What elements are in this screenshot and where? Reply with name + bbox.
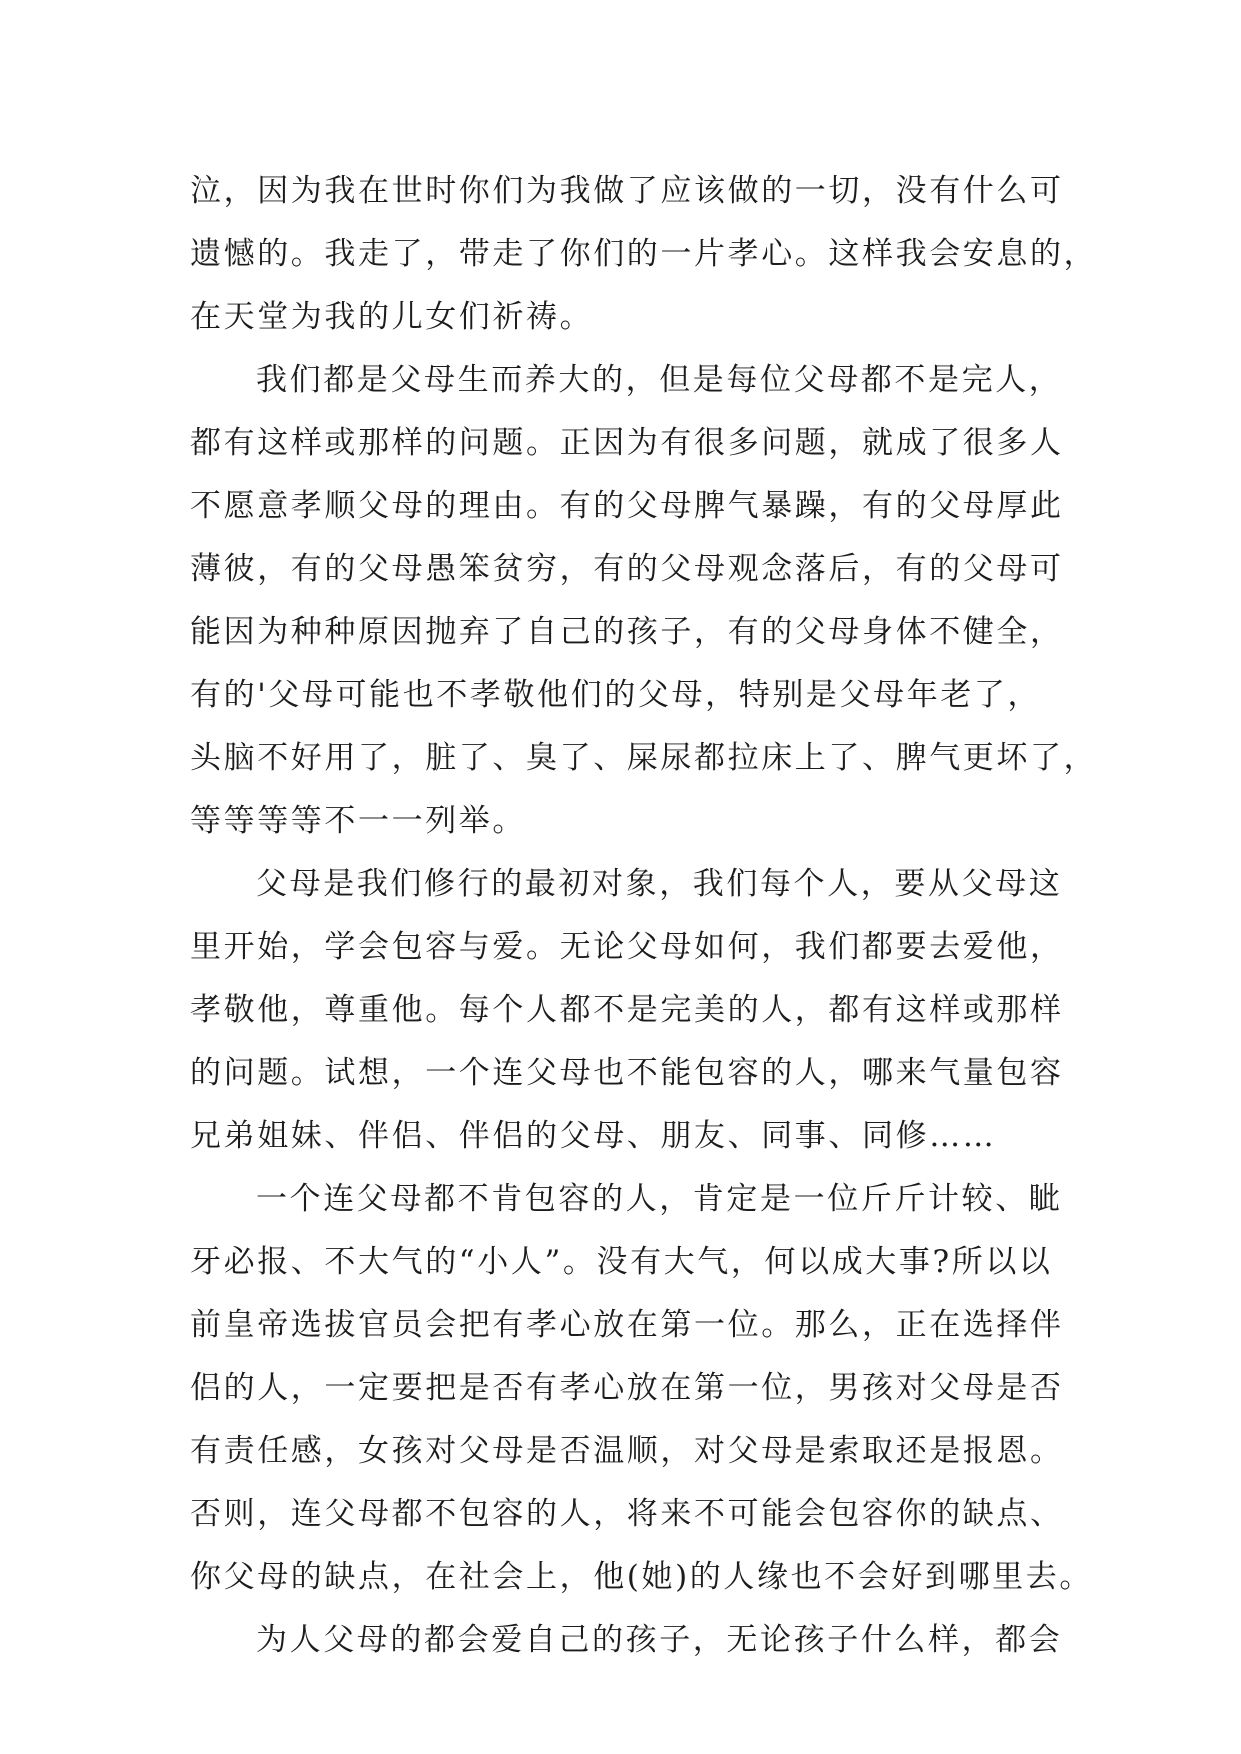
text-line: 能因为种种原因抛弃了自己的孩子，有的父母身体不健全， xyxy=(190,614,1064,650)
text-line: 侣的人，一定要把是否有孝心放在第一位，男孩对父母是否 xyxy=(190,1370,1064,1406)
text-line: 都有这样或那样的问题。正因为有很多问题，就成了很多人 xyxy=(190,425,1064,461)
text-line: 在天堂为我的儿女们祈祷。 xyxy=(190,299,594,335)
text-line: 牙必报、不大气的“小人”。没有大气，何以成大事?所以以 xyxy=(190,1244,1053,1280)
body-text xyxy=(190,160,1098,1672)
text-line: 前皇帝选拔官员会把有孝心放在第一位。那么，正在选择伴 xyxy=(190,1307,1064,1343)
paragraph xyxy=(190,160,1098,349)
text-line: 泣，因为我在世时你们为我做了应该做的一切，没有什么可 xyxy=(190,173,1064,209)
text-line: 有责任感，女孩对父母是否温顺，对父母是索取还是报恩。 xyxy=(190,1433,1064,1469)
text-line: 我们都是父母生而养大的，但是每位父母都不是完人， xyxy=(256,362,1063,398)
text-line: 遗憾的。我走了，带走了你们的一片孝心。这样我会安息的， xyxy=(190,236,1098,272)
text-line: 里开始，学会包容与爱。无论父母如何，我们都要去爱他， xyxy=(190,929,1064,965)
text-line: 头脑不好用了，脏了、臭了、屎尿都拉床上了、脾气更坏了， xyxy=(190,740,1098,776)
text-line: 你父母的缺点，在社会上，他(她)的人缘也不会好到哪里去。 xyxy=(190,1559,1093,1595)
text-line: 薄彼，有的父母愚笨贫穷，有的父母观念落后，有的父母可 xyxy=(190,551,1064,587)
text-line: 否则，连父母都不包容的人，将来不可能会包容你的缺点、 xyxy=(190,1496,1064,1532)
text-line: 有的'父母可能也不孝敬他们的父母，特别是父母年老了， xyxy=(190,677,1042,713)
text-line: 不愿意孝顺父母的理由。有的父母脾气暴躁，有的父母厚此 xyxy=(190,488,1064,524)
paragraph xyxy=(190,349,1098,853)
text-line: 一个连父母都不肯包容的人，肯定是一位斤斤计较、眦 xyxy=(256,1181,1063,1217)
text-line: 孝敬他，尊重他。每个人都不是完美的人，都有这样或那样 xyxy=(190,992,1064,1028)
text-line: 兄弟姐妹、伴侣、伴侣的父母、朋友、同事、同修…… xyxy=(190,1118,997,1154)
paragraph xyxy=(190,853,1070,1168)
text-line: 的问题。试想，一个连父母也不能包容的人，哪来气量包容 xyxy=(190,1055,1064,1091)
text-line: 父母是我们修行的最初对象，我们每个人，要从父母这 xyxy=(256,866,1063,902)
text-line: 等等等等不一一列举。 xyxy=(190,803,526,839)
text-line: 为人父母的都会爱自己的孩子，无论孩子什么样，都会 xyxy=(256,1622,1063,1658)
paragraph xyxy=(190,1168,1093,1609)
paragraph xyxy=(190,1609,1070,1672)
